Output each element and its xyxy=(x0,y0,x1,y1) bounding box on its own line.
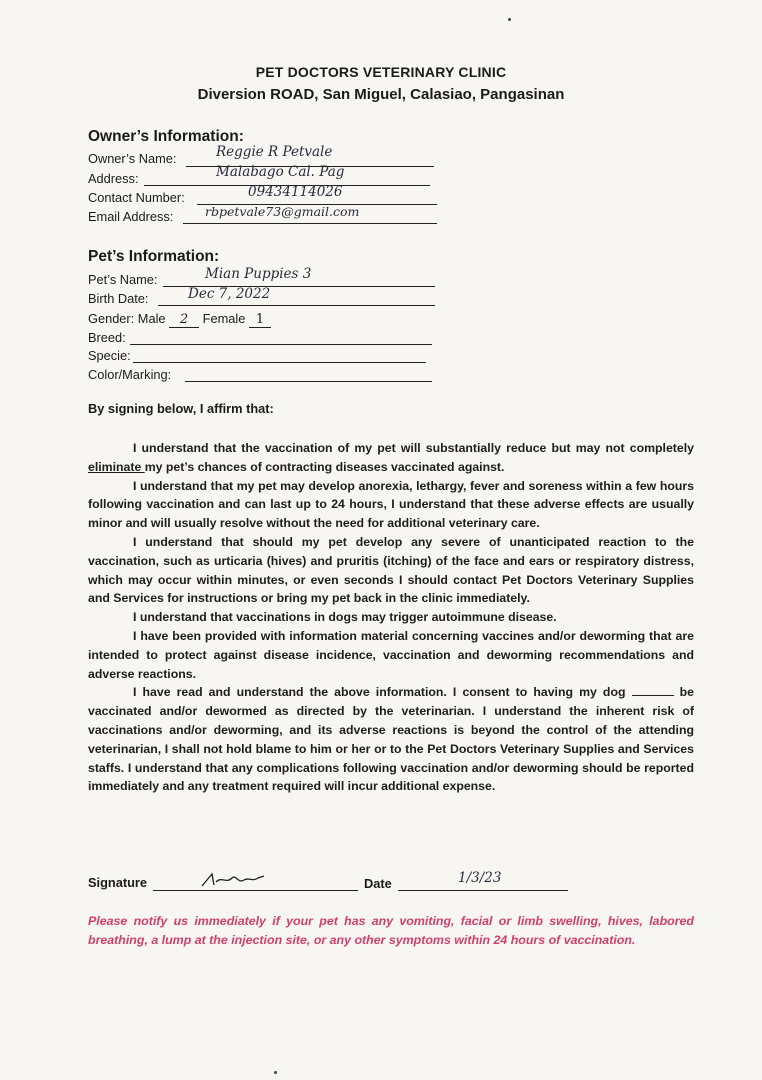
contact-row xyxy=(88,190,185,205)
clinic-name: PET DOCTORS VETERINARY CLINIC xyxy=(255,64,507,80)
paragraph-1: I understand that the vaccination of my pet will substantially reduce but may not completely eliminate my pet’s chances of contracting diseases vaccinated against. xyxy=(88,441,694,474)
clinic-address: Diversion ROAD, San Miguel, Calasiao, Pangasinan xyxy=(197,86,565,103)
address-label: Address: xyxy=(88,171,139,186)
breed-line[interactable] xyxy=(130,344,432,345)
male-count[interactable]: 2 xyxy=(169,312,199,328)
pet-name-row xyxy=(88,272,157,287)
paragraph-5: I have been provided with information material concerning vaccines and/or deworming that are intended to protect against disease incidence, vaccination and deworming recommendations and adverse reactions. xyxy=(88,628,694,681)
dog-name-blank[interactable] xyxy=(632,685,674,696)
breed-label: Breed: xyxy=(88,330,126,345)
affirm-heading: By signing below, I affirm that: xyxy=(88,401,274,416)
pet-name-label: Pet’s Name: xyxy=(88,272,158,287)
date-line[interactable] xyxy=(398,890,568,891)
address-row xyxy=(88,171,139,186)
email-row xyxy=(88,209,173,224)
female-count[interactable]: 1 xyxy=(249,312,271,328)
owner-section-title: Owner’s Information: xyxy=(88,128,244,145)
date-label: Date xyxy=(364,876,392,891)
owner-name-label: Owner’s Name: xyxy=(88,151,177,166)
birth-value[interactable]: Dec 7, 2022 xyxy=(188,286,271,302)
consent-body xyxy=(88,439,694,796)
post-vaccination-notice: Please notify us immediately if your pet has any vomiting, facial or limb swelling, hives, labored breathing, a lump at the injection site, or any other symptoms within 24 hours of vaccination. xyxy=(88,914,694,947)
paragraph-3: I understand that should my pet develop any severe of unanticipated reaction to the vaccination, such as urticaria (hives) and pruritis (itching) of the face and ears or respiratory distress, which may occur within minutes, or even seconds I should contact Pet Doctors Veterinary Supplies and Services for instructions or bring my pet back in the clinic immediately. xyxy=(88,534,694,606)
pet-name-value[interactable]: Mian Puppies 3 xyxy=(205,266,312,282)
signature-row xyxy=(88,875,147,890)
scan-speck xyxy=(274,1071,277,1074)
specie-row xyxy=(88,348,131,363)
signature-label: Signature xyxy=(88,875,148,890)
gender-female-label: Female xyxy=(202,311,246,326)
breed-row xyxy=(88,330,126,345)
paragraph-6: I have read and understand the above information. I consent to having my dog be vaccinated and/or dewormed as directed by the veterinarian. I understand the inherent risk of vaccinations and/or deworming, and its adverse reactions is beyond the control of the attending veterinarian, I shall not hold blame to him or her or to the Pet Doctors Veterinary Supplies and Services staffs. I understand that any complications following vaccination and/or deworming should be reported immediately and any treatment required will incur additional expense. xyxy=(88,685,694,794)
color-line[interactable] xyxy=(185,381,432,382)
date-label-row xyxy=(364,876,392,891)
specie-label: Specie: xyxy=(88,348,131,363)
paragraph-4: I understand that vaccinations in dogs may trigger autoimmune disease. xyxy=(133,610,557,625)
pet-section-title: Pet’s Information: xyxy=(88,248,220,265)
email-value[interactable]: rbpetvale73@gmail.com xyxy=(205,204,360,219)
owner-name-row xyxy=(88,151,176,166)
signature-scribble xyxy=(198,868,268,890)
gender-male-label: Gender: Male xyxy=(88,311,166,326)
contact-value[interactable]: 09434114026 xyxy=(248,184,343,200)
signature-line[interactable] xyxy=(153,890,358,891)
paragraph-2: I understand that my pet may develop anorexia, lethargy, fever and soreness within a few hours following vaccination and can last up to 24 hours, I understand that these adverse effects are usually minor and will usually resolve without the need for additional veterinary care. xyxy=(88,478,694,531)
scan-speck xyxy=(508,18,511,21)
gender-row xyxy=(88,311,271,328)
specie-line[interactable] xyxy=(133,362,426,363)
owner-name-value[interactable]: Reggie R Petvale xyxy=(216,144,333,160)
email-label: Email Address: xyxy=(88,209,174,224)
birth-label: Birth Date: xyxy=(88,291,149,306)
address-value[interactable]: Malabago Cal. Pag xyxy=(216,164,345,180)
contact-label: Contact Number: xyxy=(88,190,185,205)
email-line xyxy=(183,223,437,224)
eliminate-underlined: eliminate xyxy=(88,459,145,474)
birth-line xyxy=(158,305,435,306)
birth-row xyxy=(88,291,148,306)
date-value[interactable]: 1/3/23 xyxy=(458,870,502,886)
color-row xyxy=(88,367,171,382)
color-label: Color/Marking: xyxy=(88,367,172,382)
